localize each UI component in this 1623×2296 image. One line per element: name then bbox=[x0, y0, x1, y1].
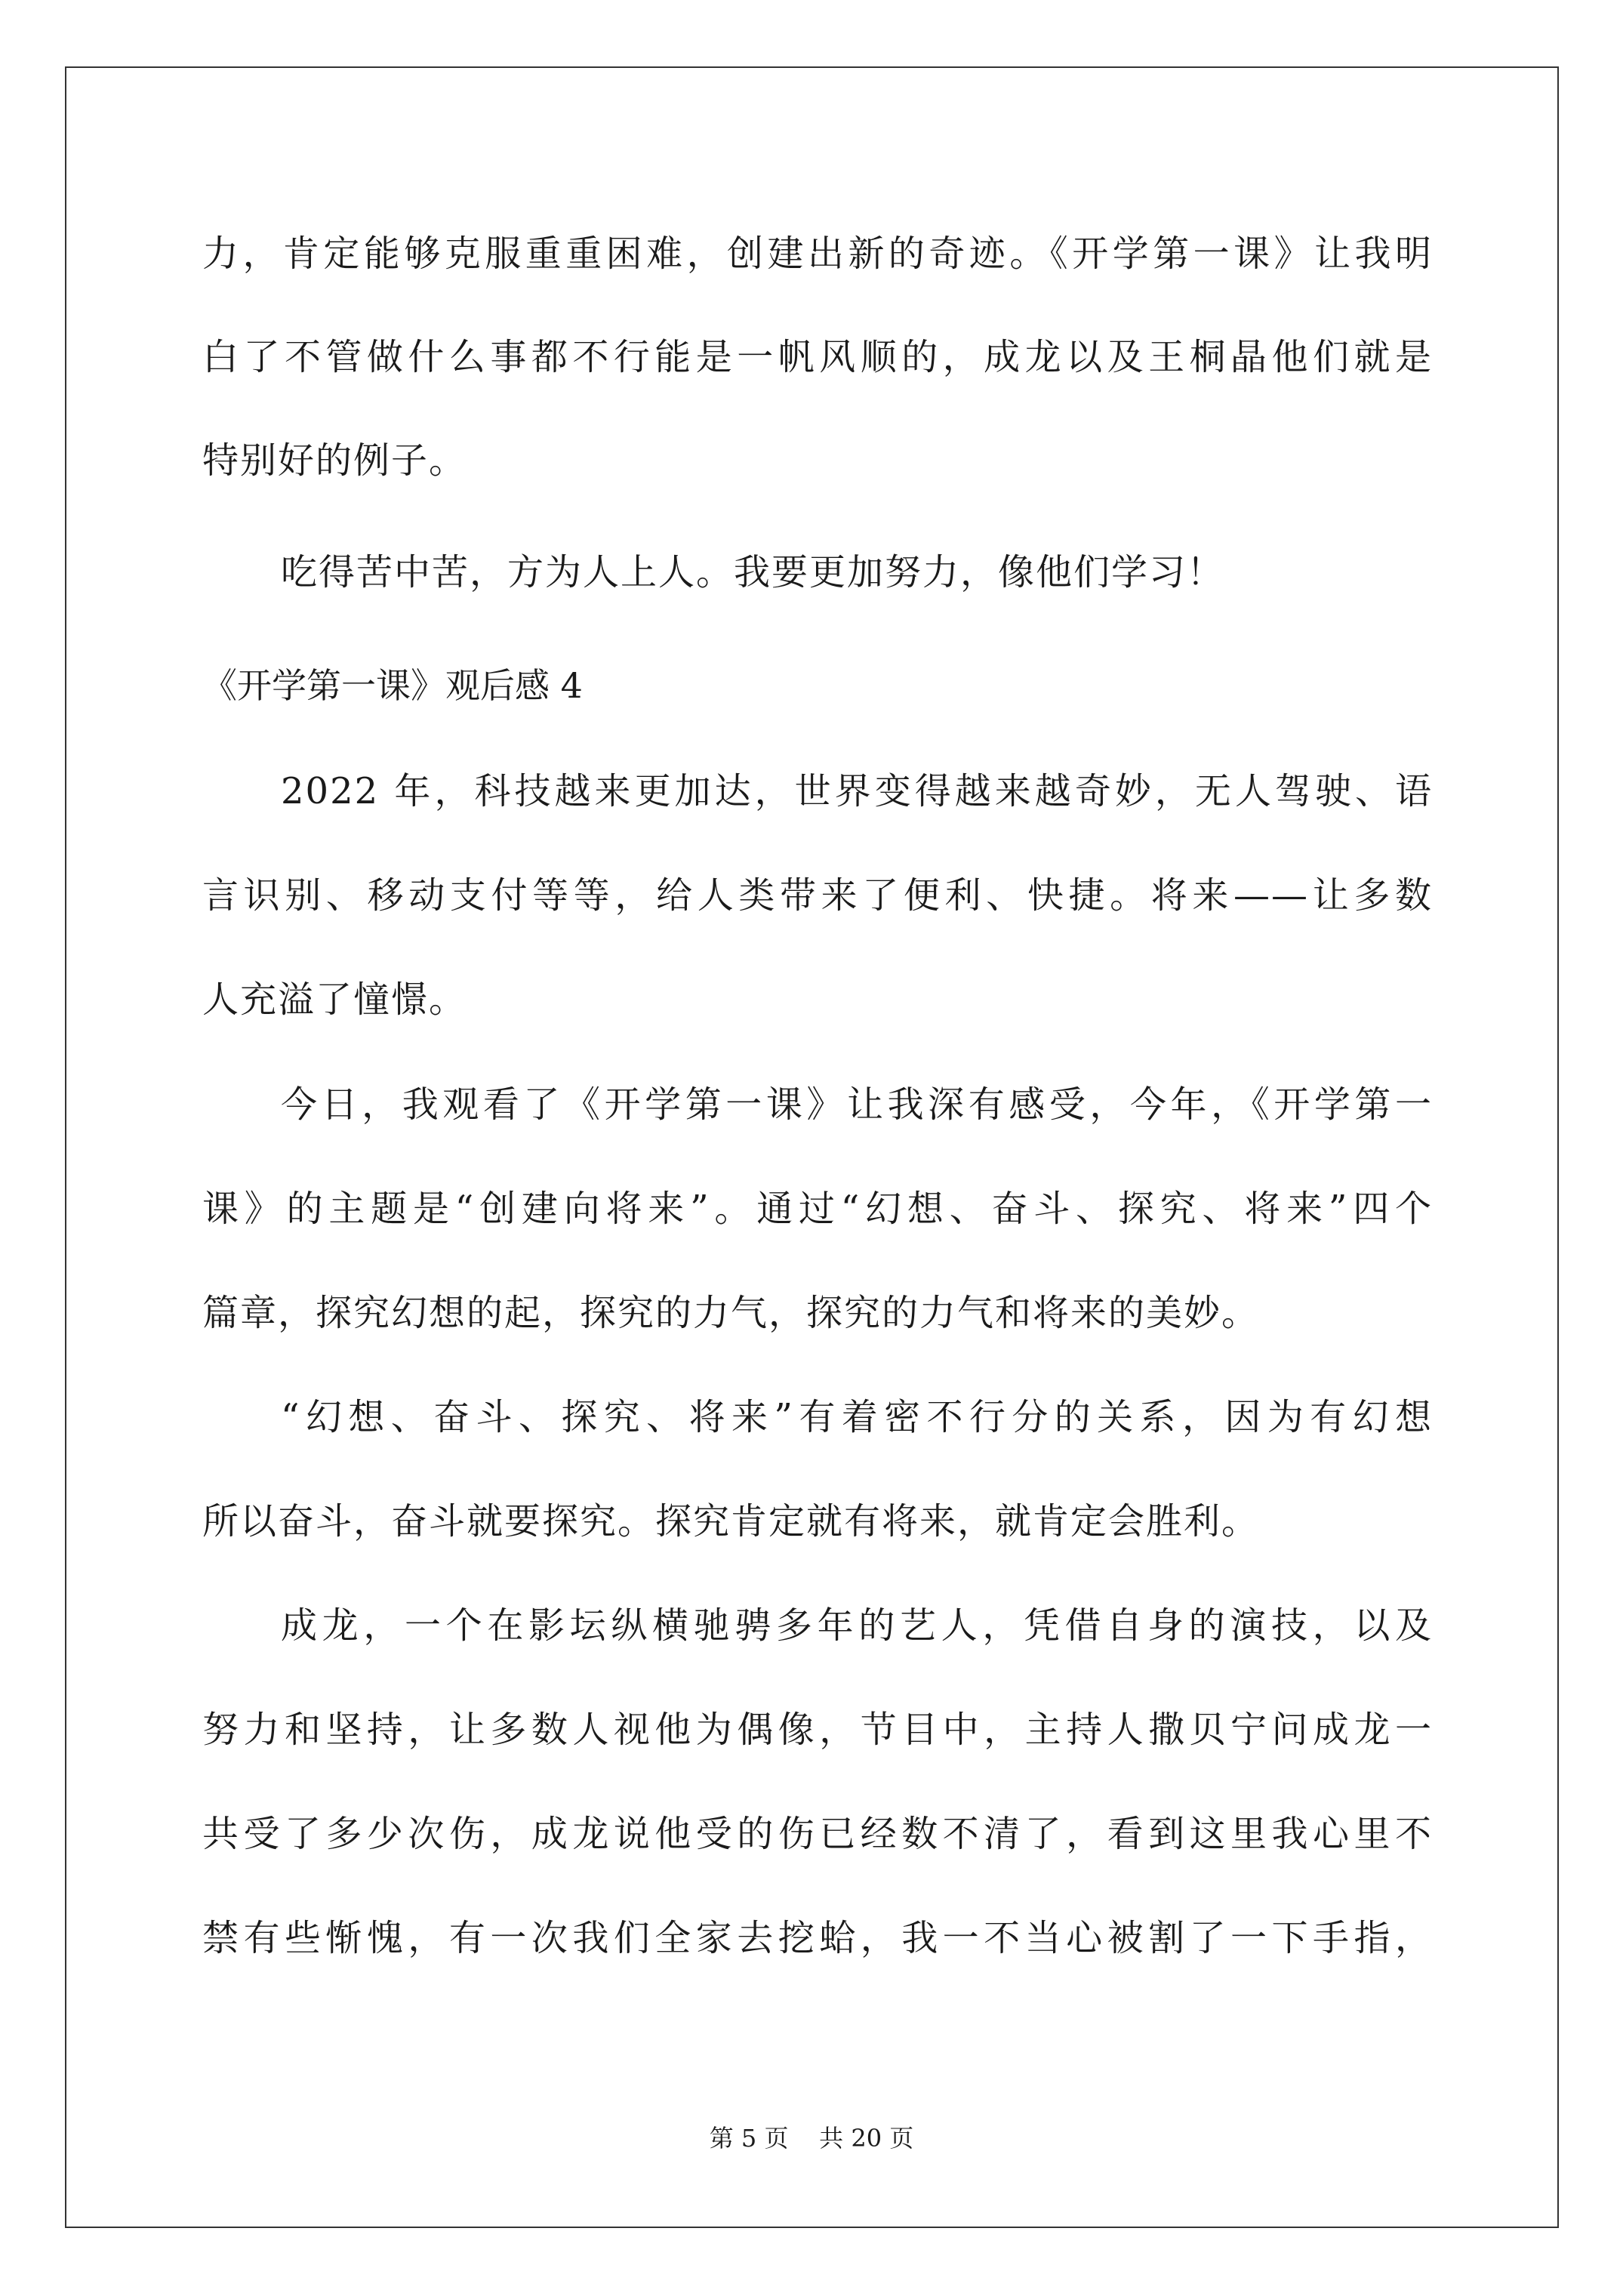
text-line: 成龙，一个在影坛纵横驰骋多年的艺人，凭借自身的演技，以及 bbox=[281, 1604, 1433, 1647]
text-line: 今日，我观看了《开学第一课》让我深有感受，今年，《开学第一 bbox=[281, 1083, 1433, 1126]
text-line: 课》的主题是“创建向将来”。通过“幻想、奋斗、探究、将来”四个 bbox=[202, 1188, 1433, 1230]
text-line: 白了不管做什么事都不行能是一帆风顺的，成龙以及王桐晶他们就是 bbox=[202, 336, 1433, 378]
text-line: 所以奋斗，奋斗就要探究。探究肯定就有将来，就肯定会胜利。 bbox=[202, 1500, 1260, 1542]
text-line: 篇章，探究幻想的起，探究的力气，探究的力气和将来的美妙。 bbox=[202, 1292, 1260, 1334]
text-line: 禁有些惭愧，有一次我们全家去挖蛤，我一不当心被割了一下手指， bbox=[202, 1917, 1433, 1959]
page-total: 共 20 页 bbox=[819, 2124, 914, 2153]
text-line: 共受了多少次伤，成龙说他受的伤已经数不清了，看到这里我心里不 bbox=[202, 1813, 1433, 1855]
text-line: 人充溢了憧憬。 bbox=[202, 978, 467, 1021]
text-line: 言识别、移动支付等等，给人类带来了便利、快捷。将来——让多数 bbox=[202, 874, 1433, 917]
page-border bbox=[65, 66, 1559, 2228]
text-line: 力，肯定能够克服重重困难，创建出新的奇迹。《开学第一课》让我明 bbox=[202, 233, 1433, 275]
text-line: 努力和坚持，让多数人视他为偶像，节目中，主持人撒贝宁问成龙一 bbox=[202, 1709, 1433, 1751]
page-footer bbox=[0, 2123, 1623, 2153]
section-heading: 《开学第一课》观后感 4 bbox=[202, 665, 583, 706]
text-line: 2022 年，科技越来更加达，世界变得越来越奇妙，无人驾驶、语 bbox=[281, 770, 1433, 812]
text-line: “幻想、奋斗、探究、将来”有着密不行分的关系，因为有幻想 bbox=[281, 1396, 1433, 1438]
page-number: 第 5 页 bbox=[709, 2124, 789, 2153]
text-line: 吃得苦中苦，方为人上人。我要更加努力，像他们学习！ bbox=[281, 551, 1225, 593]
text-line: 特别好的例子。 bbox=[202, 439, 467, 482]
